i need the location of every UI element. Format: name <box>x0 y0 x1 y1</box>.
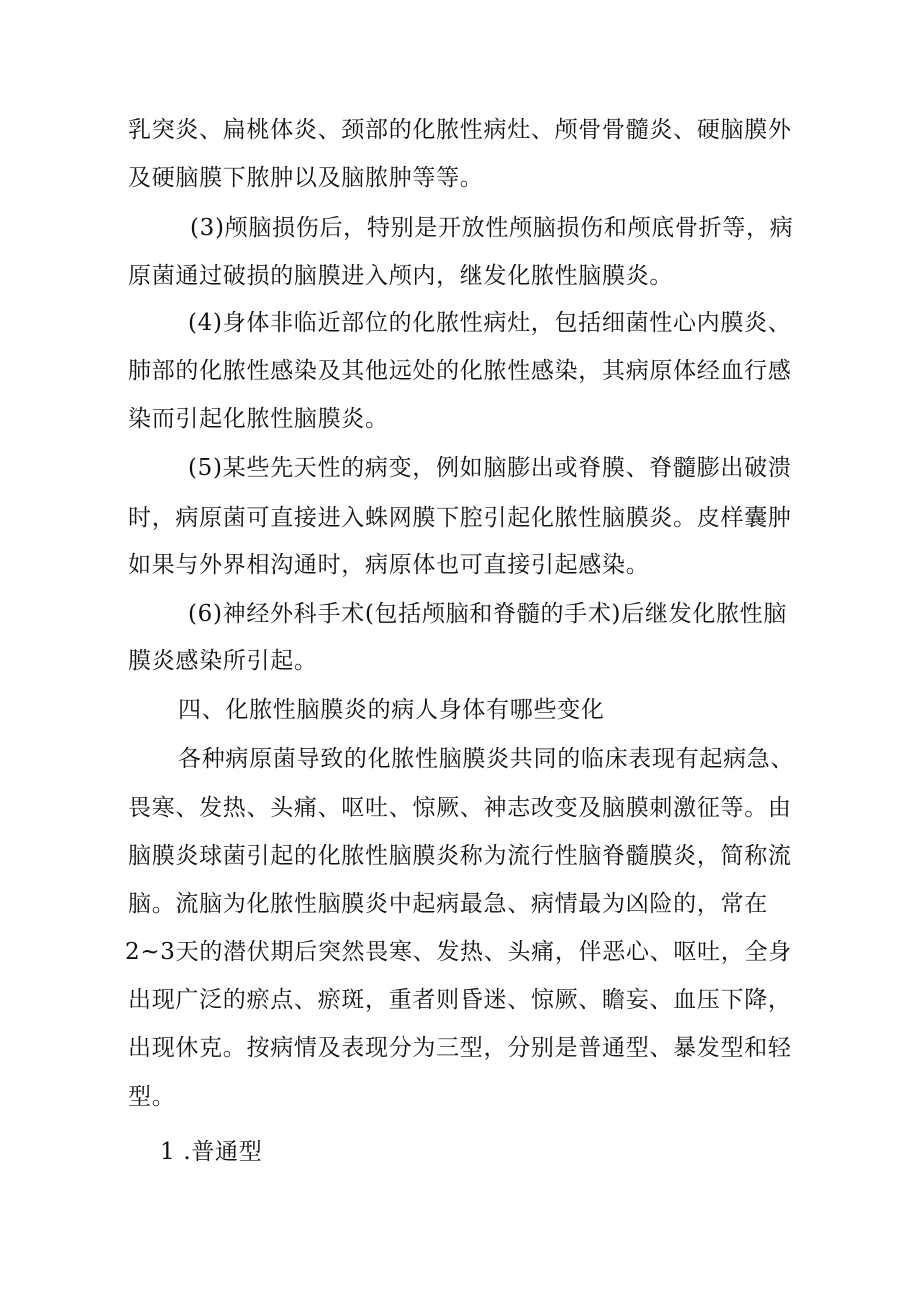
text-line: 原菌通过破损的脑膜进入颅内，继发化脓性脑膜炎。 <box>128 263 674 289</box>
text-line: 肺部的化脓性感染及其他远处的化脓性感染，其病原体经血行感 <box>128 358 792 384</box>
text-line: 出现广泛的瘀点、瘀斑，重者则昏迷、惊厥、瞻妄、血压下降， <box>128 987 792 1013</box>
section-heading: 四、化脓性脑膜炎的病人身体有哪些变化 <box>178 697 605 723</box>
list-item-5: (5)某些先天性的病变，例如脑膨出或脊膜、脊髓膨出破溃 <box>188 455 792 481</box>
text-line: 膜炎感染所引起。 <box>128 648 318 674</box>
text-line: 时，病原菌可直接进入蛛网膜下腔引起化脓性脑膜炎。皮样囊肿 <box>128 505 792 531</box>
text-line: 乳突炎、扁桃体炎、颈部的化脓性病灶、颅骨骨髓炎、硬脑膜外 <box>128 117 792 143</box>
text-line: 型。 <box>128 1084 176 1110</box>
list-item-3: (3)颅脑损伤后，特别是开放性颅脑损伤和颅底骨折等，病 <box>190 215 794 241</box>
text-line: 各种病原菌导致的化脓性脑膜炎共同的临床表现有起病急、 <box>178 746 795 772</box>
text-line: 2~3天的潜伏期后突然畏寒、发热、头痛，伴恶心、呕吐，全身 <box>125 939 792 965</box>
list-item-6: (6)神经外科手术(包括颅脑和脊髓的手术)后继发化脓性脑 <box>188 601 788 627</box>
text-line: 脑膜炎球菌引起的化脓性脑膜炎称为流行性脑脊髓膜炎，简称流 <box>128 843 792 869</box>
text-line: 脑。流脑为化脓性脑膜炎中起病最急、病情最为凶险的，常在 <box>128 891 768 917</box>
list-item-4: (4)身体非临近部位的化脓性病灶，包括细菌性心内膜炎、 <box>188 310 792 336</box>
text-line: 畏寒、发热、头痛、呕吐、惊厥、神志改变及脑膜刺激征等。由 <box>128 795 792 821</box>
text-line: 出现休克。按病情及表现分为三型，分别是普通型、暴发型和轻 <box>128 1035 792 1061</box>
subsection-heading: 1 .普通型 <box>160 1139 263 1165</box>
text-line: 如果与外界相沟通时，病原体也可直接引起感染。 <box>128 552 650 578</box>
text-line: 染而引起化脓性脑膜炎。 <box>128 406 389 432</box>
text-line: 及硬脑膜下脓肿以及脑脓肿等等。 <box>128 165 484 191</box>
